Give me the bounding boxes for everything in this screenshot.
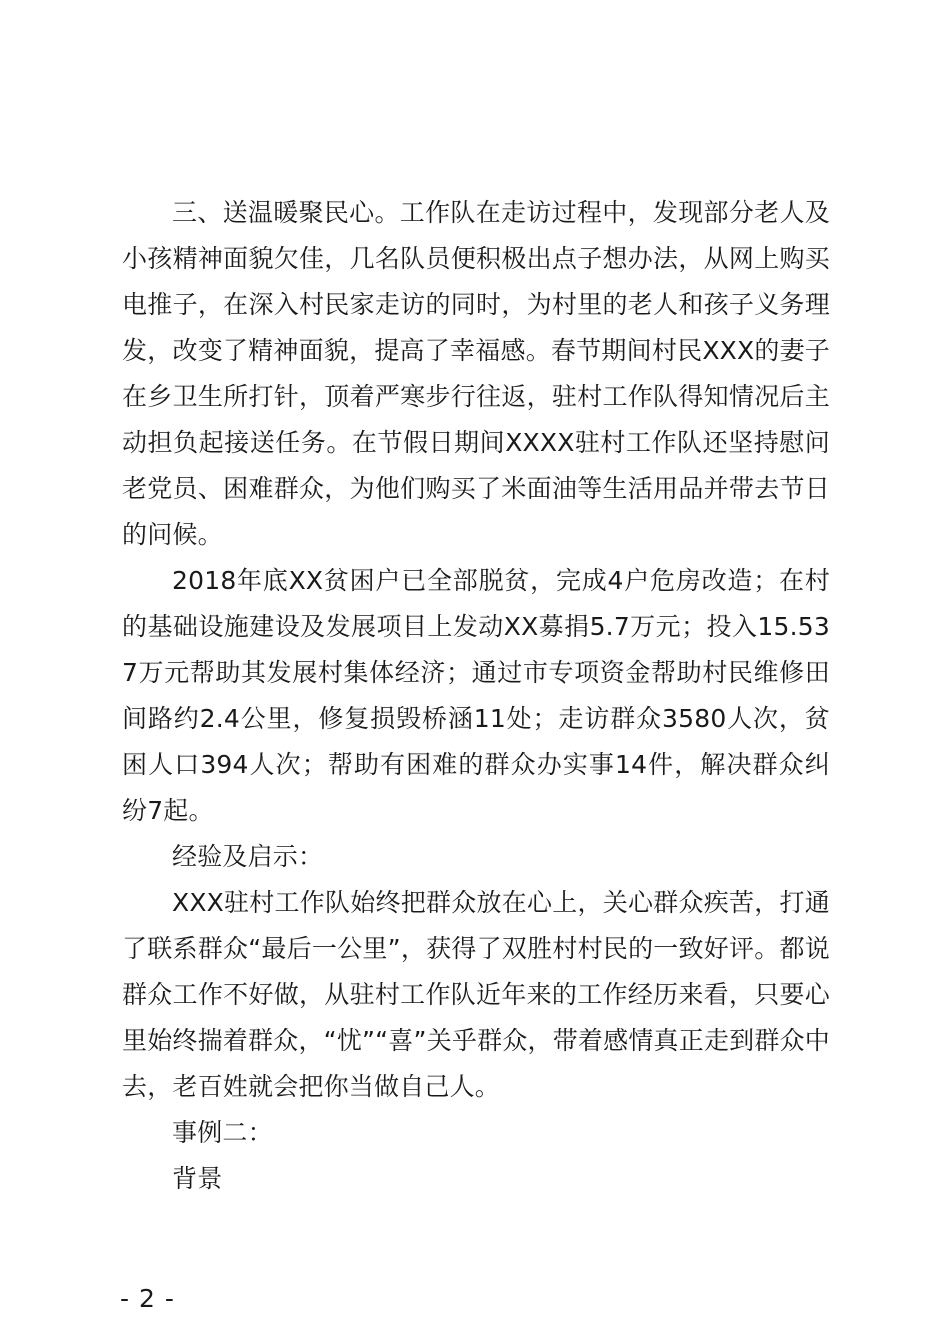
document-body xyxy=(122,190,830,1202)
paragraph-experience: XXX驻村工作队始终把群众放在心上，关心群众疾苦，打通了联系群众“最后一公里”，获得了双胜村村民的一致好评。都说群众工作不好做，从驻村工作队近年来的工作经历来看，只要心里始终揣着群众，“忧”“喜”关乎群众，带着感情真正走到群众中去，老百姓就会把你当做自己人。 xyxy=(122,888,830,1101)
paragraph-poverty-results: 2018年底XX贫困户已全部脱贫，完成4户危房改造；在村的基础设施建设及发展项目上发动XX募捐5.7万元；投入15.537万元帮助其发展村集体经济；通过市专项资金帮助村民维修田间路约2.4公里，修复损毁桥涵11处；走访群众3580人次，贫困人口394人次；帮助有困难的群众办实事14件，解决群众纠纷7起。 xyxy=(122,566,830,825)
heading-example-two: 事例二： xyxy=(172,1118,273,1147)
heading-background: 背景 xyxy=(172,1164,223,1193)
page-number: - 2 - xyxy=(120,1284,175,1313)
paragraph-send-warmth: 三、送温暖聚民心。工作队在走访过程中，发现部分老人及小孩精神面貌欠佳，几名队员便积极出点子想办法，从网上购买电推子，在深入村民家走访的同时，为村里的老人和孩子义务理发，改变了精神面貌，提高了幸福感。春节期间村民XXX的妻子在乡卫生所打针，顶着严寒步行往返，驻村工作队得知情况后主动担负起接送任务。在节假日期间XXXX驻村工作队还坚持慰问老党员、困难群众，为他们购买了米面油等生活用品并带去节日的问候。 xyxy=(122,198,830,549)
heading-experience: 经验及启示： xyxy=(172,842,324,871)
